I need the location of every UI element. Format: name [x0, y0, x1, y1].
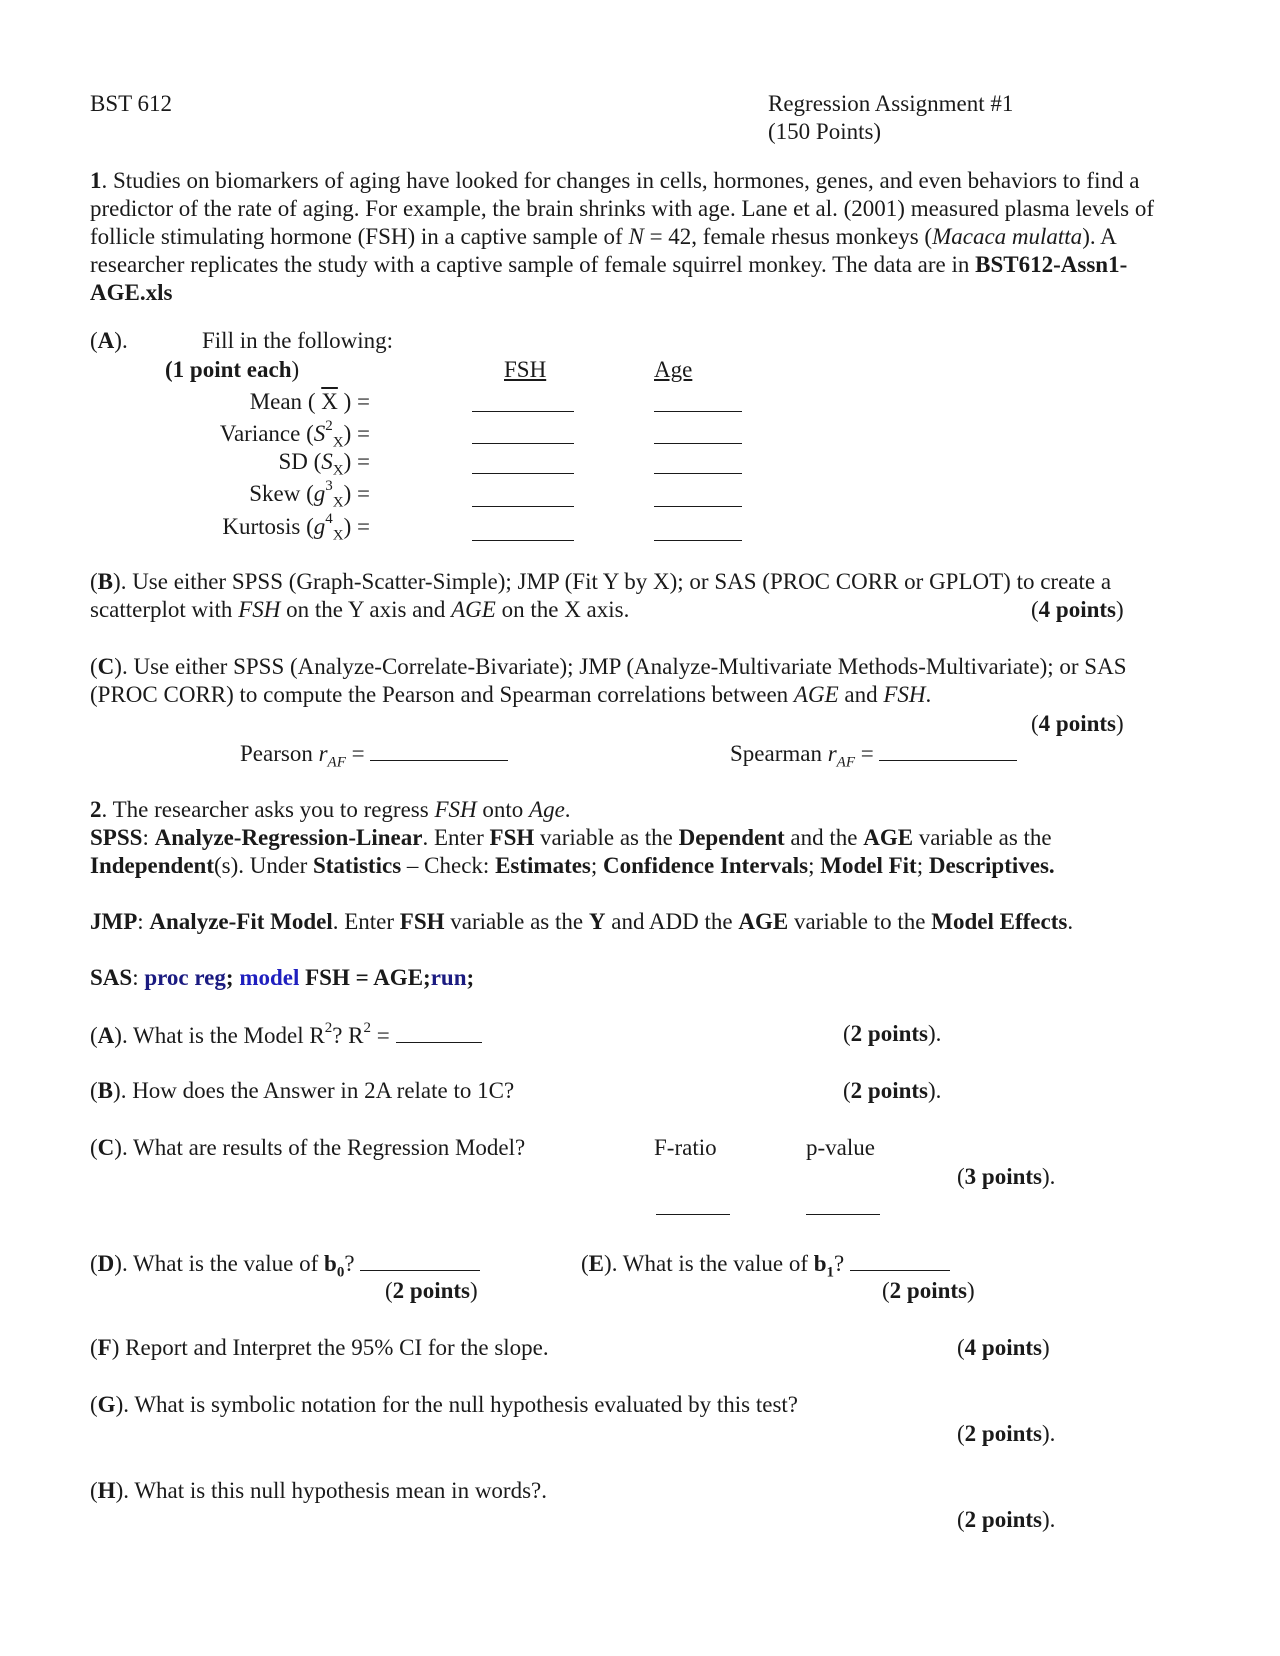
q1-text-b: = 42, female rhesus monkeys (	[643, 224, 933, 249]
q2a-points: (2 points).	[843, 1021, 942, 1046]
pearson-blank[interactable]	[370, 738, 508, 761]
q2d-text: (D). What is the value of $b_0$?	[90, 1248, 480, 1278]
fratio-label: F-ratio	[654, 1135, 717, 1160]
blank-kurtosis-fsh[interactable]	[472, 518, 574, 541]
row-skew-label: Skew $(g^3_X)$ =	[249, 478, 370, 511]
blank-sd-age[interactable]	[654, 451, 742, 474]
q1b-points: (4 points)	[1031, 597, 1124, 622]
q1a-points: (1 point each)	[165, 357, 300, 382]
assignment-title: Regression Assignment #1	[768, 91, 1014, 116]
q2-intro: 2. The researcher asks you to regress FSH onto Age.	[90, 797, 571, 822]
blank-sd-fsh[interactable]	[472, 451, 574, 474]
blank-mean-fsh[interactable]	[472, 389, 574, 412]
q1c-paragraph: (C). Use either SPSS (Analyze-Correlate-Bivariate); JMP (Analyze-Multivariate Methods-Multivariate); or SAS (PROC CORR) to compute the Pearson and Spearman correlations between AGE and FSH.	[90, 654, 1127, 707]
pvalue-label: p-value	[806, 1135, 875, 1160]
q2b-text: (B). How does the Answer in 2A relate to 1C?	[90, 1078, 515, 1103]
q2f-points: (4 points)	[957, 1335, 1050, 1360]
jmp-instructions: JMP: Analyze-Fit Model. Enter FSH variable as the Y and ADD the AGE variable to the Model Effects.	[90, 909, 1074, 934]
q2h-points: (2 points).	[957, 1507, 1056, 1532]
spearman-blank[interactable]	[879, 738, 1017, 761]
q2g-points: (2 points).	[957, 1421, 1056, 1446]
q2e-text: (E). What is the value of $b_1$?	[581, 1248, 950, 1278]
blank-skew-fsh[interactable]	[472, 484, 574, 507]
col-header-age: Age	[654, 357, 693, 382]
row-kurtosis-label: Kurtosis $(g^4_X)$ =	[222, 511, 370, 544]
b0-blank[interactable]	[360, 1248, 480, 1271]
spearman-label: Spearman $r_{AF}$ =	[730, 738, 1017, 768]
q1-text-a: . Studies on biomarkers of aging have looked for changes in cells, hormones, genes, and even behaviors to find a predictor of the rate of aging. For example, the brain shrinks with age. Lane et al. (2001) measured plasma levels of follicle stimulating hormone (FSH) in a captive sample of	[90, 168, 1155, 249]
row-variance-label: Variance $(S^2_X)$ =	[219, 418, 370, 451]
q2g-text: (G). What is symbolic notation for the null hypothesis evaluated by this test?	[90, 1392, 799, 1417]
q2c-points: (3 points).	[957, 1164, 1056, 1189]
pvalue-blank[interactable]	[806, 1192, 880, 1215]
q1c-points: (4 points)	[1031, 711, 1124, 736]
q2b-points: (2 points).	[843, 1078, 942, 1103]
blank-skew-age[interactable]	[654, 484, 742, 507]
q1-paragraph	[90, 167, 1190, 307]
sas-instructions: SAS: proc reg; model FSH = AGE;run;	[90, 965, 475, 990]
fratio-blank[interactable]	[656, 1192, 730, 1215]
row-sd-label: SD $(S_X)$ =	[278, 449, 370, 479]
q1a-label: (A).	[90, 328, 128, 353]
q1-n-var: N	[628, 224, 644, 249]
q1b-paragraph: (B). Use either SPSS (Graph-Scatter-Simple); JMP (Fit Y by X); or SAS (PROC CORR or GPLOT) to create a scatterplot with FSH on the Y axis and AGE on the X axis.	[90, 569, 1112, 622]
r2-blank[interactable]	[396, 1020, 482, 1043]
q1-text-c: ). A researcher replicates the study with a captive sample of female squirrel monkey. The data are in	[90, 224, 1116, 277]
b1-blank[interactable]	[850, 1248, 950, 1271]
q2e-points: (2 points)	[882, 1278, 975, 1303]
q2d-points: (2 points)	[385, 1278, 478, 1303]
col-header-fsh: FSH	[504, 357, 547, 382]
pearson-label: Pearson $r_{AF}$ =	[240, 738, 508, 768]
q1-species: Macaca mulatta	[932, 224, 1083, 249]
blank-mean-age[interactable]	[654, 389, 742, 412]
course-code: BST 612	[90, 91, 173, 116]
row-mean-label: Mean ( $\overline{X}$ ) =	[249, 389, 370, 414]
q1a-instruction: Fill in the following:	[202, 328, 394, 353]
assignment-points: (150 Points)	[768, 119, 882, 144]
q2h-text: (H). What is this null hypothesis mean in words?.	[90, 1478, 547, 1503]
blank-kurtosis-age[interactable]	[654, 518, 742, 541]
q2a-text: (A). What is the Model $R^2$? $R^2$ =	[90, 1020, 482, 1050]
q1-number: 1	[90, 168, 102, 193]
spss-instructions: SPSS: Analyze-Regression-Linear. Enter FSH variable as the Dependent and the AGE variable as the Independent(s). Under Statistics – Check: Estimates; Confidence Intervals; Model Fit; Descriptives.	[90, 825, 1055, 878]
blank-variance-age[interactable]	[654, 421, 742, 444]
blank-variance-fsh[interactable]	[472, 421, 574, 444]
q2c-text: (C). What are results of the Regression Model?	[90, 1135, 526, 1160]
q1-file-name: BST612-Assn1-AGE.xls	[90, 252, 1128, 305]
q2f-text: (F) Report and Interpret the 95% CI for the slope.	[90, 1335, 549, 1360]
